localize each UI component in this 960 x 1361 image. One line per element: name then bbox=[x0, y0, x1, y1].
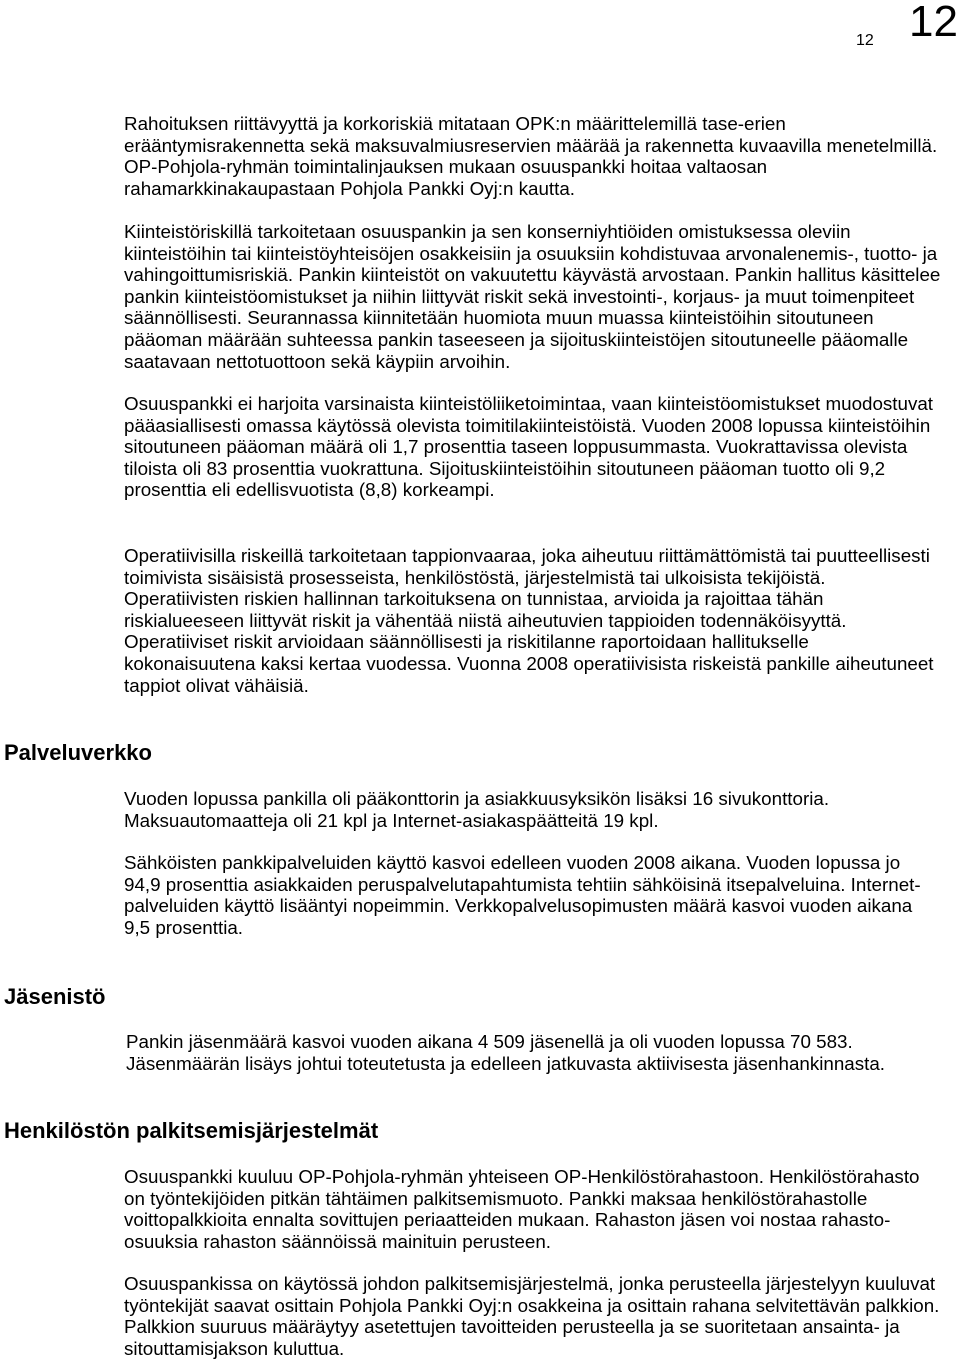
text-line: Osuuspankissa on käytössä johdon palkitsemisjärjestelmä, jonka perusteella järjestelyyn kuuluvat bbox=[124, 1273, 936, 1294]
text-line: tiloista oli 83 prosenttia vuokrattuna. Sijoituskiinteistöihin sitoutuneen pääoman tuotto oli 9,2 bbox=[124, 457, 886, 479]
paragraph-membership-growth bbox=[126, 1031, 956, 1074]
text-line: Osuuspankki ei harjoita varsinaista kiinteistöliiketoimintaa, vaan kiinteistöomistukset muodostuvat bbox=[124, 393, 934, 414]
text-line: Vuoden lopussa pankilla oli pääkonttorin ja asiakkuusyksikön lisäksi 16 sivukonttoria. bbox=[124, 788, 830, 809]
section-heading-compensation: Henkilöstön palkitsemisjärjestelmät bbox=[4, 1118, 379, 1143]
page-number-large: 12 bbox=[909, 0, 958, 46]
text-line: voittopalkkioita ennalta sovittujen periaatteiden mukaan. Rahaston jäsen voi nostaa rahasto- bbox=[124, 1209, 891, 1231]
text-line: vahingoittumisriskiä. Pankin kiinteistöt on vakuutettu käyvästä arvostaan. Pankin hallitus käsittelee bbox=[124, 264, 941, 286]
paragraph-electronic-services bbox=[124, 852, 954, 938]
page-number: 12 bbox=[856, 32, 874, 49]
text-line: Palkkion suuruus määräytyy asetettujen tavoitteiden perusteella ja se suoritetaan ansainta- ja bbox=[124, 1316, 900, 1338]
text-line: Sähköisten pankkipalveluiden käyttö kasvoi edelleen vuoden 2008 aikana. Vuoden lopussa jo bbox=[124, 852, 901, 873]
text-line: tappiot olivat vähäisiä. bbox=[124, 674, 309, 696]
text-line: työntekijät saavat osittain Pohjola Pankki Oyj:n osakkeina ja osittain rahana selvitettävän palkkion. bbox=[124, 1294, 940, 1316]
text-line: on työntekijöiden pitkän tähtäimen palkitsemismuoto. Pankki maksaa henkilöstörahastolle bbox=[124, 1187, 868, 1209]
text-line: toimivista sisäisistä prosesseista, henkilöstöstä, järjestelmistä tai ulkoisista tekijöistä. bbox=[124, 566, 826, 588]
text-line: Maksuautomaatteja oli 21 kpl ja Internet-asiakaspäätteitä 19 kpl. bbox=[124, 809, 659, 831]
paragraph-real-estate-holdings bbox=[124, 393, 954, 501]
text-line: osuuksia rahaston säännöissä mainituin perusteen. bbox=[124, 1230, 552, 1252]
paragraph-real-estate-risk bbox=[124, 221, 954, 372]
text-line: Rahoituksen riittävyyttä ja korkoriskiä mitataan OPK:n määrittelemillä tase-erien bbox=[124, 113, 786, 134]
text-line: Pankin jäsenmäärä kasvoi vuoden aikana 4 509 jäsenellä ja oli vuoden lopussa 70 583. bbox=[126, 1031, 853, 1052]
paragraph-management-incentive bbox=[124, 1273, 954, 1359]
text-line: kiinteistöihin tai kiinteistöyhteisöjen osakkeisiin ja osuuksiin kohdistuvaa arvonalenemis-, tuotto- ja bbox=[124, 242, 938, 264]
text-line: rahamarkkinakaupastaan Pohjola Pankki Oyj:n kautta. bbox=[124, 177, 576, 199]
text-line: pääoman määrään suhteessa pankin taseeseen ja sijoituskiinteistöjen sitoutuneelle pääomalle bbox=[124, 328, 909, 350]
text-line: sitoutuneen pääoman määrä oli 1,7 prosenttia taseen loppusummasta. Vuokrattavissa olevista bbox=[124, 436, 908, 458]
text-line: saatavaan nettotuottoon sekä käypiin arvoihin. bbox=[124, 350, 511, 372]
text-line: pankin kiinteistöomistukset ja niihin liittyvät riskit sekä investointi-, korjaus- ja muut toimenpiteet bbox=[124, 285, 915, 307]
text-line: 94,9 prosenttia asiakkaiden peruspalvelutapahtumista tehtiin sähköisinä itsepalveluina. Internet- bbox=[124, 873, 921, 895]
paragraph-funding-risk bbox=[124, 113, 954, 199]
text-line: Osuuspankki kuuluu OP-Pohjola-ryhmän yhteiseen OP-Henkilöstörahastoon. Henkilöstörahasto bbox=[124, 1166, 920, 1187]
text-line: Jäsenmäärän lisäys johtui toteutetusta ja edelleen jatkuvasta aktiivisesta jäsenhankinnasta. bbox=[126, 1052, 886, 1074]
paragraph-branches bbox=[124, 788, 954, 831]
text-line: palveluiden käyttö lisääntyi nopeimmin. Verkkopalvelusopimusten määrä kasvoi vuoden aikana bbox=[124, 895, 913, 917]
text-line: Operatiivisilla riskeillä tarkoitetaan tappionvaaraa, joka aiheutuu riittämättömistä tai puutteellisesti bbox=[124, 545, 930, 566]
text-line: riskialueeseen liittyvät riskit ja vähentää niistä aiheutuvien tappioiden todennäköisyyttä. bbox=[124, 609, 847, 631]
text-line: Kiinteistöriskillä tarkoitetaan osuuspankin ja sen konserniyhtiöiden omistuksessa oleviin bbox=[124, 221, 851, 242]
text-line: säännöllisesti. Seurannassa kiinnitetään huomiota muun muassa kiinteistöihin sitoutuneen bbox=[124, 307, 874, 329]
text-line: 9,5 prosenttia. bbox=[124, 916, 244, 938]
paragraph-personnel-fund bbox=[124, 1166, 954, 1252]
text-line: Operatiiviset riskit arvioidaan säännöllisesti ja riskitilanne raportoidaan hallitukselle bbox=[124, 631, 809, 653]
paragraph-operational-risk bbox=[124, 545, 954, 696]
section-heading-membership: Jäsenistö bbox=[4, 984, 106, 1009]
text-line: erääntymisrakennetta sekä maksuvalmiusreservien määrää ja rakennetta kuvaavilla menetelmillä. bbox=[124, 134, 938, 156]
section-heading-service-network: Palveluverkko bbox=[4, 740, 152, 765]
text-line: kokonaisuutena kaksi kertaa vuodessa. Vuonna 2008 operatiivisista riskeistä pankille aiheutuneet bbox=[124, 652, 934, 674]
text-line: prosenttia eli edellisvuotista (8,8) korkeampi. bbox=[124, 479, 495, 501]
text-line: sitouttamisjakson kuluttua. bbox=[124, 1337, 345, 1359]
text-line: Operatiivisten riskien hallinnan tarkoituksena on tunnistaa, arvioida ja rajoittaa tähän bbox=[124, 588, 824, 610]
text-line: pääasiallisesti omassa käytössä olevista toimitilakiinteistöistä. Vuoden 2008 lopussa kiinteistöihin bbox=[124, 414, 931, 436]
text-line: OP-Pohjola-ryhmän toimintalinjauksen mukaan osuuspankki hoitaa valtaosan bbox=[124, 156, 768, 178]
